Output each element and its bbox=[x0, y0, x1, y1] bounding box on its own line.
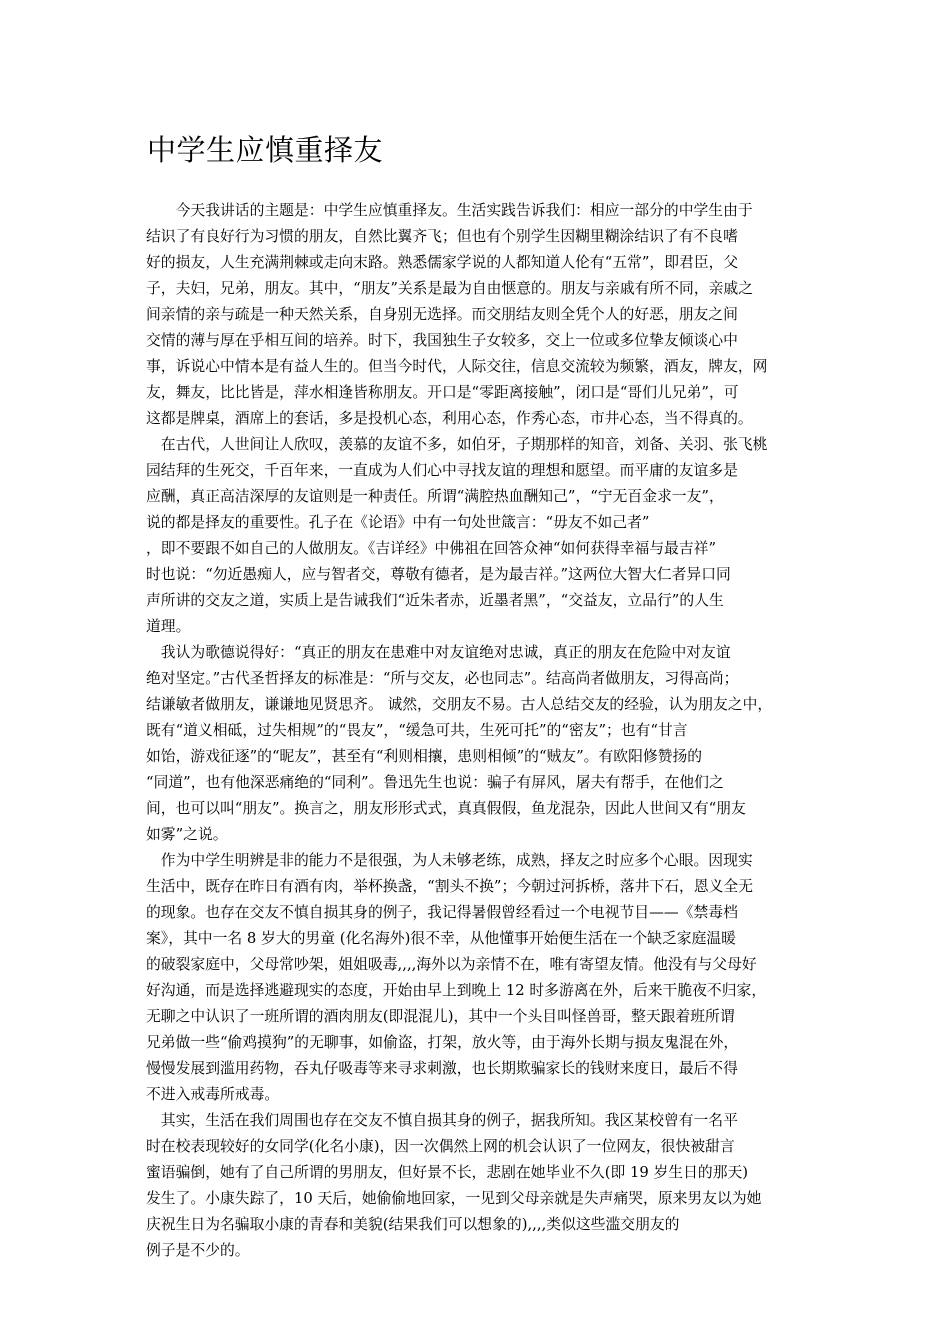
text-line: 这都是牌桌，酒席上的套话，多是投机心态，利用心态，作秀心态，市井心态，当不得真的。 bbox=[146, 410, 753, 427]
text-line: 时在校表现较好的女同学(化名小康)，因一次偶然上网的机会认识了一位网友，很快被甜言 bbox=[146, 1138, 735, 1155]
text-line: 不进入戒毒所戒毒。 bbox=[146, 1086, 280, 1103]
text-line: 友，舞友，比比皆是，萍水相逢皆称朋友。开口是“零距离接触”，闭口是“哥们儿兄弟”，可 bbox=[146, 384, 739, 401]
text-line: 生活中，既存在昨日有酒有肉，举杯换盏，“割头不换”；今朝过河拆桥，落井下石，恩义全无 bbox=[146, 878, 754, 895]
text-line: 今天我讲话的主题是：中学生应慎重择友。生活实践告诉我们：相应一部分的中学生由于 bbox=[146, 202, 753, 219]
text-line: 其实，生活在我们周围也存在交友不慎自损其身的例子，据我所知。我区某校曾有一名平 bbox=[146, 1112, 738, 1129]
text-line: 结识了有良好行为习惯的朋友，自然比翼齐飞；但也有个别学生因糊里糊涂结识了有不良嗜 bbox=[146, 228, 738, 245]
paragraph bbox=[146, 848, 818, 1108]
text-line: 例子是不少的。 bbox=[146, 1242, 250, 1259]
document-body bbox=[146, 198, 818, 1264]
text-line: 结谦敏者做朋友，谦谦地见贤思齐。 诚然，交朋友不易。古人总结交友的经验，认为朋友之中， bbox=[146, 696, 773, 713]
text-line: 道理。 bbox=[146, 618, 191, 635]
text-line: 说的都是择友的重要性。孔子在《论语》中有一句处世箴言：“毋友不如己者” bbox=[146, 514, 650, 531]
text-line: ，即不要跟不如自己的人做朋友。《吉详经》中佛祖在回答众神“如何获得幸福与最吉祥” bbox=[146, 540, 717, 557]
text-line: 发生了。小康失踪了，10 天后，她偷偷地回家，一见到父母亲就是失声痛哭，原来男友以为她 bbox=[146, 1190, 762, 1207]
text-line: 声所讲的交友之道，实质上是告诫我们“近朱者赤，近墨者黑”，“交益友，立品行”的人生 bbox=[146, 592, 724, 609]
text-line: 既有“道义相砥，过失相规”的“畏友”，“缓急可共，生死可托”的“密友”；也有“甘言 bbox=[146, 722, 688, 739]
text-line: 好的损友，人生充满荆棘或走向末路。熟悉儒家学说的人都知道人伦有“五常”，即君臣，父 bbox=[146, 254, 739, 271]
text-line: 间，也可以叫“朋友”。换言之，朋友形形式式，真真假假，鱼龙混杂，因此人世间又有“朋友 bbox=[146, 800, 746, 817]
text-line: 园结拜的生死交，千百年来，一直成为人们心中寻找友谊的理想和愿望。而平庸的友谊多是 bbox=[146, 462, 738, 479]
text-line: 案》，其中一名 8 岁大的男童 (化名海外)很不幸，从他懂事开始便生活在一个缺乏家庭温暖 bbox=[146, 930, 736, 947]
text-line: 作为中学生明辨是非的能力不是很强，为人未够老练，成熟，择友之时应多个心眼。因现实 bbox=[146, 852, 753, 869]
paragraph bbox=[146, 198, 818, 432]
text-line: 兄弟做一些“偷鸡摸狗”的无聊事，如偷盗，打架，放火等，由于海外长期与损友鬼混在外， bbox=[146, 1034, 739, 1051]
text-line: 无聊之中认识了一班所谓的酒肉朋友(即混混儿)，其中一个头目叫怪兽哥，整天跟着班所谓 bbox=[146, 1008, 735, 1025]
paragraph bbox=[146, 1108, 818, 1264]
text-line: 事，诉说心中情本是有益人生的。但当今时代，人际交往，信息交流较为频繁，酒友，牌友，网 bbox=[146, 358, 768, 375]
text-line: 好沟通，而是选择逃避现实的态度，开始由早上到晚上 12 时多游离在外，后来干脆夜不归家， bbox=[146, 982, 767, 999]
paragraph bbox=[146, 432, 818, 640]
text-line: 庆祝生日为名骗取小康的青春和美貌(结果我们可以想象的),,,,类似这些滥交朋友的 bbox=[146, 1216, 680, 1233]
text-line: 子，夫妇，兄弟，朋友。其中，“朋友”关系是最为自由惬意的。朋友与亲戚有所不同，亲戚之 bbox=[146, 280, 754, 297]
text-line: 慢慢发展到滥用药物，吞丸仔吸毒等来寻求刺激，也长期欺骗家长的钱财来度日，最后不得 bbox=[146, 1060, 738, 1077]
text-line: 应酬，真正高洁深厚的友谊则是一种责任。所谓“满腔热血酬知己”，“宁无百金求一友”， bbox=[146, 488, 724, 505]
text-line: 绝对坚定。”古代圣哲择友的标准是：“所与交友，必也同志”。结高尚者做朋友，习得高尚； bbox=[146, 670, 739, 687]
text-line: “同道”，也有他深恶痛绝的“同利”。鲁迅先生也说：骗子有屏风，屠夫有帮手，在他们之 bbox=[146, 774, 724, 791]
text-line: 在古代，人世间让人欣叹，羡慕的友谊不多，如伯牙，子期那样的知音，刘备、关羽、张飞桃 bbox=[146, 436, 768, 453]
text-line: 时也说：“勿近愚痴人，应与智者交，尊敬有德者，是为最吉祥。”这两位大智大仁者异口同 bbox=[146, 566, 731, 583]
paragraph bbox=[146, 640, 818, 848]
text-line: 如雾”之说。 bbox=[146, 826, 228, 843]
text-line: 我认为歌德说得好：“真正的朋友在患难中对友谊绝对忠诚，真正的朋友在危险中对友谊 bbox=[146, 644, 731, 661]
document-title: 中学生应慎重择友 bbox=[147, 133, 384, 167]
text-line: 蜜语骗倒，她有了自己所谓的男朋友，但好景不长，悲剧在她毕业不久(即 19 岁生日的那天) bbox=[146, 1164, 749, 1181]
text-line: 间亲情的亲与疏是一种天然关系，自身别无选择。而交朋结友则全凭个人的好恶，朋友之间 bbox=[146, 306, 738, 323]
text-line: 如饴，游戏征逐”的“昵友”，甚至有“利则相攘，患则相倾”的“贼友”。有欧阳修赞扬的 bbox=[146, 748, 703, 765]
text-line: 的破裂家庭中，父母常吵架，姐姐吸毒,,,,海外以为亲情不在，唯有寄望友情。他没有与父母好 bbox=[146, 956, 757, 973]
text-line: 的现象。也存在交友不慎自损其身的例子，我记得暑假曾经看过一个电视节目——《禁毒档 bbox=[146, 904, 738, 921]
text-line: 交情的薄与厚在乎相互间的培养。时下，我国独生子女较多，交上一位或多位挚友倾谈心中 bbox=[146, 332, 738, 349]
